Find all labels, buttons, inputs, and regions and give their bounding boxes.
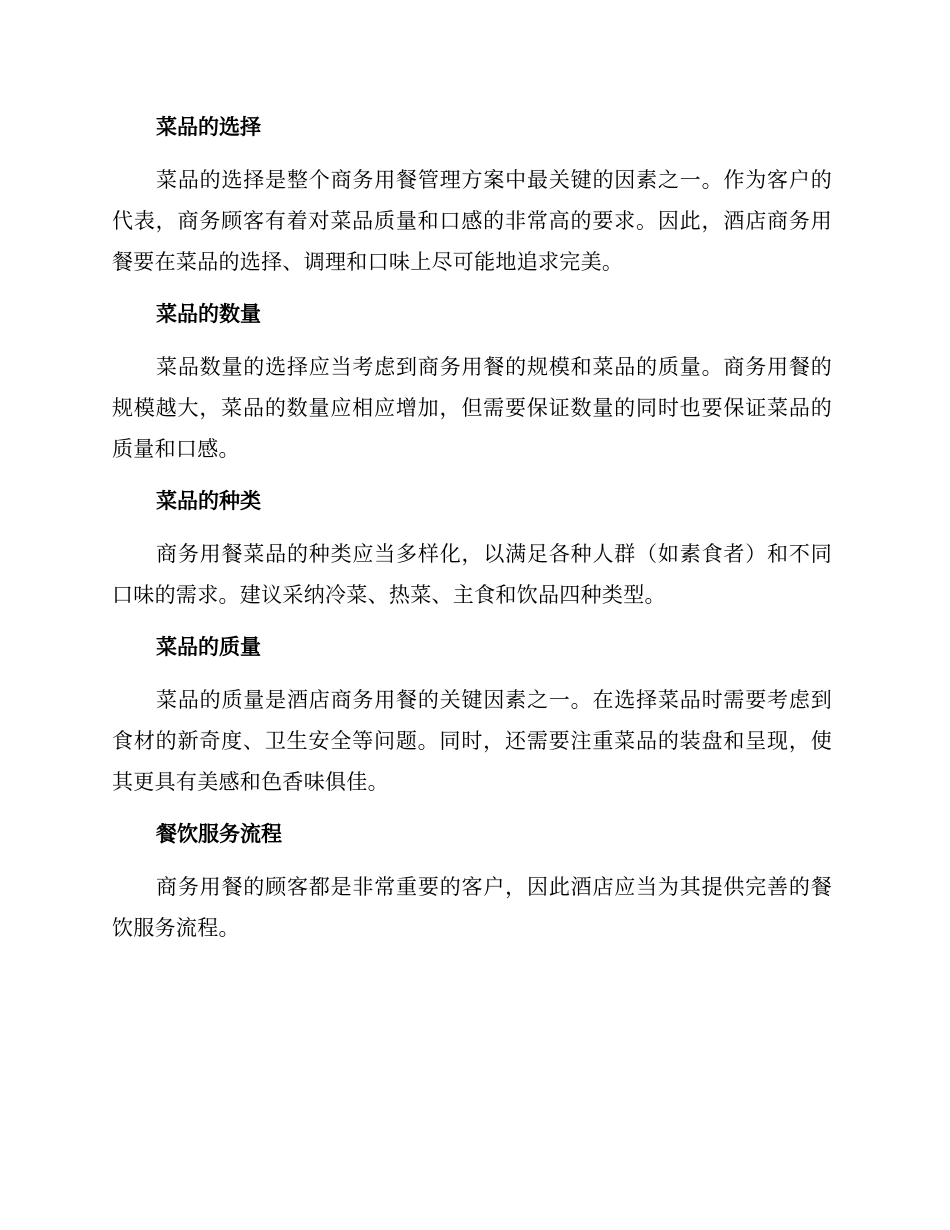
section-paragraph: 菜品的选择是整个商务用餐管理方案中最关键的因素之一。作为客户的代表，商务顾客有着对菜品质量和口感的非常高的要求。因此，酒店商务用餐要在菜品的选择、调理和口味上尽可能地追求完美。 (112, 168, 832, 274)
section-heading: 菜品的种类 (156, 489, 261, 513)
section-paragraph: 商务用餐的顾客都是非常重要的客户，因此酒店应当为其提供完善的餐饮服务流程。 (112, 875, 832, 940)
section-dish-quality (112, 630, 832, 803)
section-paragraph: 菜品的质量是酒店商务用餐的关键因素之一。在选择菜品时需要考虑到食材的新奇度、卫生安全等问题。同时，还需要注重菜品的装盘和呈现，使其更具有美感和色香味俱佳。 (112, 688, 832, 794)
section-heading: 菜品的数量 (156, 302, 261, 326)
section-heading: 菜品的选择 (156, 115, 261, 139)
section-dish-quantity (112, 297, 832, 470)
section-paragraph: 商务用餐菜品的种类应当多样化，以满足各种人群（如素食者）和不同口味的需求。建议采纳冷菜、热菜、主食和饮品四种类型。 (112, 542, 832, 607)
section-heading: 餐饮服务流程 (156, 822, 282, 846)
section-dish-selection (112, 110, 832, 283)
section-heading: 菜品的质量 (156, 635, 261, 659)
section-service-process (112, 817, 832, 949)
document-page (112, 110, 832, 963)
section-paragraph: 菜品数量的选择应当考虑到商务用餐的规模和菜品的质量。商务用餐的规模越大，菜品的数量应相应增加，但需要保证数量的同时也要保证菜品的质量和口感。 (112, 355, 832, 461)
section-dish-variety (112, 484, 832, 616)
